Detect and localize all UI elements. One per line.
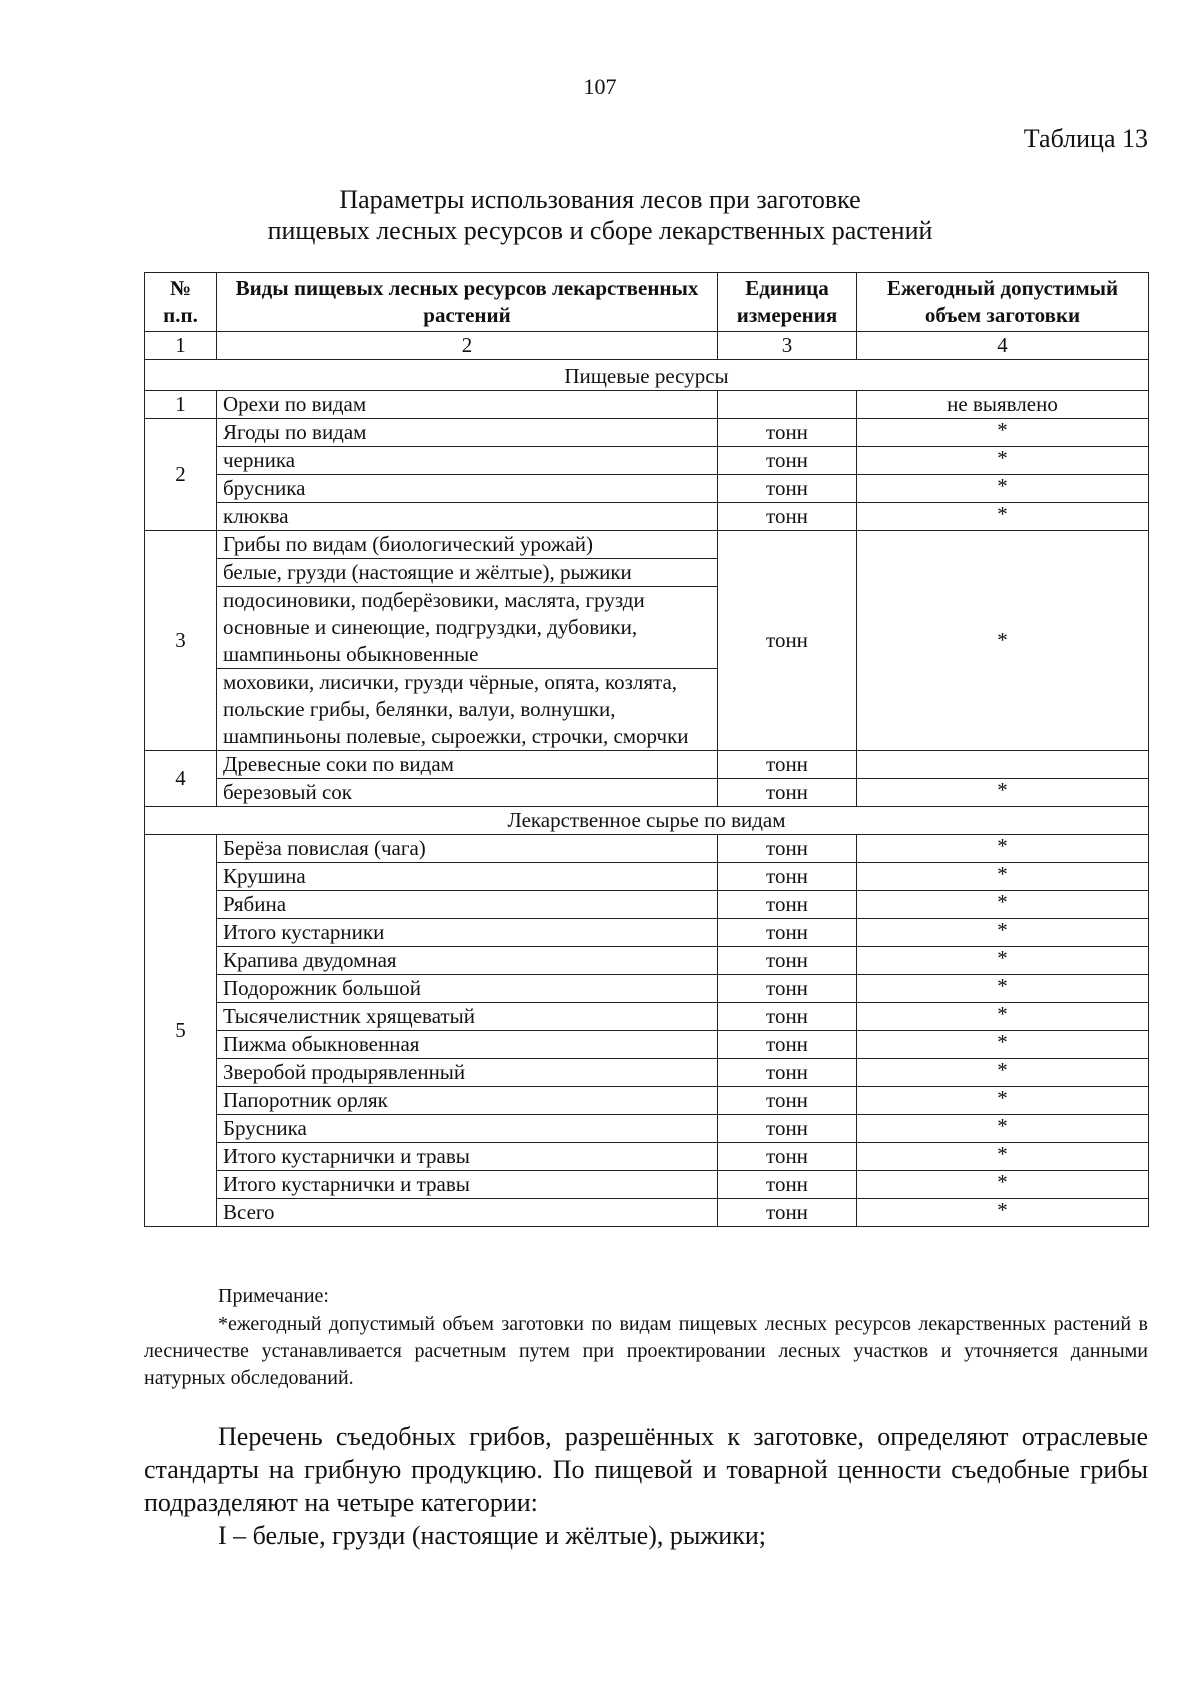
- unit-value: тонн: [718, 447, 857, 475]
- header-resource-type: Виды пищевых лесных ресурсов лекарственных растений: [217, 273, 718, 332]
- table-row: [145, 863, 1149, 891]
- volume-value: *: [857, 1199, 1149, 1227]
- resource-name: Подорожник большой: [217, 975, 718, 1003]
- unit-value: тонн: [718, 919, 857, 947]
- unit-value: тонн: [718, 891, 857, 919]
- body-paragraph: Перечень съедобных грибов, разрешённых к заготовке, определяют отраслевые стандарты на грибную продукцию. По пищевой и товарной ценности съедобные грибы подразделяют на четыре категории:: [144, 1422, 1148, 1517]
- column-number: 3: [718, 332, 857, 360]
- unit-value: тонн: [718, 1003, 857, 1031]
- volume-value: *: [857, 947, 1149, 975]
- table-row: [145, 391, 1149, 419]
- volume-value: *: [857, 779, 1149, 807]
- section-row: [145, 807, 1149, 835]
- resource-name: Ягоды по видам: [217, 419, 718, 447]
- volume-value: *: [857, 1087, 1149, 1115]
- volume-value: *: [857, 475, 1149, 503]
- volume-value: *: [857, 975, 1149, 1003]
- unit-value: тонн: [718, 863, 857, 891]
- resource-name: Крапива двудомная: [217, 947, 718, 975]
- resource-name: моховики, лисички, грузди чёрные, опята, козлята, польские грибы, белянки, валуи, волнушки, шампиньоны полевые, сыроежки, строчки, сморчки: [217, 669, 718, 751]
- column-number: 1: [145, 332, 217, 360]
- table-row: [145, 475, 1149, 503]
- unit-value: тонн: [718, 1115, 857, 1143]
- resource-name: подосиновики, подберёзовики, маслята, грузди основные и синеющие, подгруздки, дубовики, шампиньоны обыкновенные: [217, 587, 718, 669]
- resource-name: клюква: [217, 503, 718, 531]
- volume-value: *: [857, 835, 1149, 863]
- unit-value: тонн: [718, 947, 857, 975]
- resource-name: Берёза повислая (чага): [217, 835, 718, 863]
- unit-value: тонн: [718, 1143, 857, 1171]
- forest-resources-table: [144, 272, 1149, 1227]
- resource-name: Тысячелистник хрящеватый: [217, 1003, 718, 1031]
- table-title-line-2: пищевых лесных ресурсов и сборе лекарственных растений: [267, 216, 933, 245]
- table-row: [145, 779, 1149, 807]
- column-number: 4: [857, 332, 1149, 360]
- resource-name: Брусника: [217, 1115, 718, 1143]
- volume-value: *: [857, 1059, 1149, 1087]
- column-number-row: [145, 332, 1149, 360]
- unit-value: тонн: [718, 1199, 857, 1227]
- table-row: [145, 503, 1149, 531]
- resource-name: белые, грузди (настоящие и жёлтые), рыжики: [217, 559, 718, 587]
- page-number: 107: [583, 74, 617, 99]
- table-row: [145, 1171, 1149, 1199]
- resource-name: Орехи по видам: [217, 391, 718, 419]
- resource-name: Зверобой продырявленный: [217, 1059, 718, 1087]
- table-row: [145, 751, 1149, 779]
- table-row: [145, 419, 1149, 447]
- table-row: [145, 1087, 1149, 1115]
- table-row: [145, 835, 1149, 863]
- volume-value: *: [857, 1003, 1149, 1031]
- volume-value: *: [857, 919, 1149, 947]
- resource-name: Итого кустарнички и травы: [217, 1143, 718, 1171]
- header-annual-volume: Ежегодный допустимый объем заготовки: [857, 273, 1149, 332]
- unit-value: тонн: [718, 531, 857, 751]
- unit-value: тонн: [718, 779, 857, 807]
- table-row: [145, 1031, 1149, 1059]
- volume-value: *: [857, 503, 1149, 531]
- table-row: [145, 531, 1149, 559]
- resource-name: березовый сок: [217, 779, 718, 807]
- unit-value: тонн: [718, 503, 857, 531]
- resource-name: Рябина: [217, 891, 718, 919]
- unit-value: тонн: [718, 751, 857, 779]
- note-text: [144, 1311, 1148, 1392]
- resource-name: Всего: [217, 1199, 718, 1227]
- resource-name: Грибы по видам (биологический урожай): [217, 531, 718, 559]
- volume-value: *: [857, 1171, 1149, 1199]
- section-row: [145, 360, 1149, 391]
- column-number: 2: [217, 332, 718, 360]
- body-paragraph: I – белые, грузди (настоящие и жёлтые), рыжики;: [218, 1521, 766, 1550]
- table-row: [145, 891, 1149, 919]
- table-title: [0, 184, 1200, 246]
- table-row: [145, 975, 1149, 1003]
- volume-value: *: [857, 1115, 1149, 1143]
- volume-value: *: [857, 419, 1149, 447]
- body-text: [144, 1420, 1148, 1552]
- volume-value: *: [857, 531, 1149, 751]
- note-paragraph: *ежегодный допустимый объем заготовки по видам пищевых лесных ресурсов лекарственных растений в лесничестве устанавливается расчетным путем при проектировании лесных участков и уточняется данными натурных обследований.: [144, 1313, 1148, 1389]
- table-row: [145, 1143, 1149, 1171]
- unit-value: тонн: [718, 1171, 857, 1199]
- resource-name: черника: [217, 447, 718, 475]
- row-number: 2: [145, 419, 217, 531]
- volume-value: *: [857, 1143, 1149, 1171]
- resource-name: Итого кустарники: [217, 919, 718, 947]
- volume-cell-empty: [857, 751, 1149, 779]
- row-number: 4: [145, 751, 217, 807]
- resource-name: Пижма обыкновенная: [217, 1031, 718, 1059]
- resource-name: Итого кустарнички и травы: [217, 1171, 718, 1199]
- header-row: [145, 273, 1149, 332]
- table-row: [145, 919, 1149, 947]
- header-unit: Единица измерения: [718, 273, 857, 332]
- row-number: 1: [145, 391, 217, 419]
- table-row: [145, 447, 1149, 475]
- volume-value: *: [857, 891, 1149, 919]
- unit-value: тонн: [718, 975, 857, 1003]
- row-number: 3: [145, 531, 217, 751]
- volume-value: не выявлено: [857, 391, 1149, 419]
- note-label: Примечание:: [218, 1285, 329, 1307]
- unit-value: тонн: [718, 475, 857, 503]
- table-row: [145, 1003, 1149, 1031]
- header-number: № п.п.: [145, 273, 217, 332]
- unit-value: тонн: [718, 1031, 857, 1059]
- section-food-resources: Пищевые ресурсы: [145, 360, 1149, 391]
- volume-value: *: [857, 863, 1149, 891]
- table-row: [145, 947, 1149, 975]
- section-medicinal: Лекарственное сырье по видам: [145, 807, 1149, 835]
- table-title-line-1: Параметры использования лесов при заготовке: [339, 185, 861, 214]
- unit-value: тонн: [718, 1059, 857, 1087]
- unit-value: тонн: [718, 419, 857, 447]
- row-number: 5: [145, 835, 217, 1227]
- unit-value: тонн: [718, 1087, 857, 1115]
- table-row: [145, 1059, 1149, 1087]
- table-label: Таблица 13: [1023, 124, 1148, 153]
- resource-name: брусника: [217, 475, 718, 503]
- unit-value: тонн: [718, 835, 857, 863]
- unit-cell-empty: [718, 391, 857, 419]
- resource-name: Папоротник орляк: [217, 1087, 718, 1115]
- volume-value: *: [857, 1031, 1149, 1059]
- resource-name: Крушина: [217, 863, 718, 891]
- table-row: [145, 1115, 1149, 1143]
- volume-value: *: [857, 447, 1149, 475]
- resource-name: Древесные соки по видам: [217, 751, 718, 779]
- table-row: [145, 1199, 1149, 1227]
